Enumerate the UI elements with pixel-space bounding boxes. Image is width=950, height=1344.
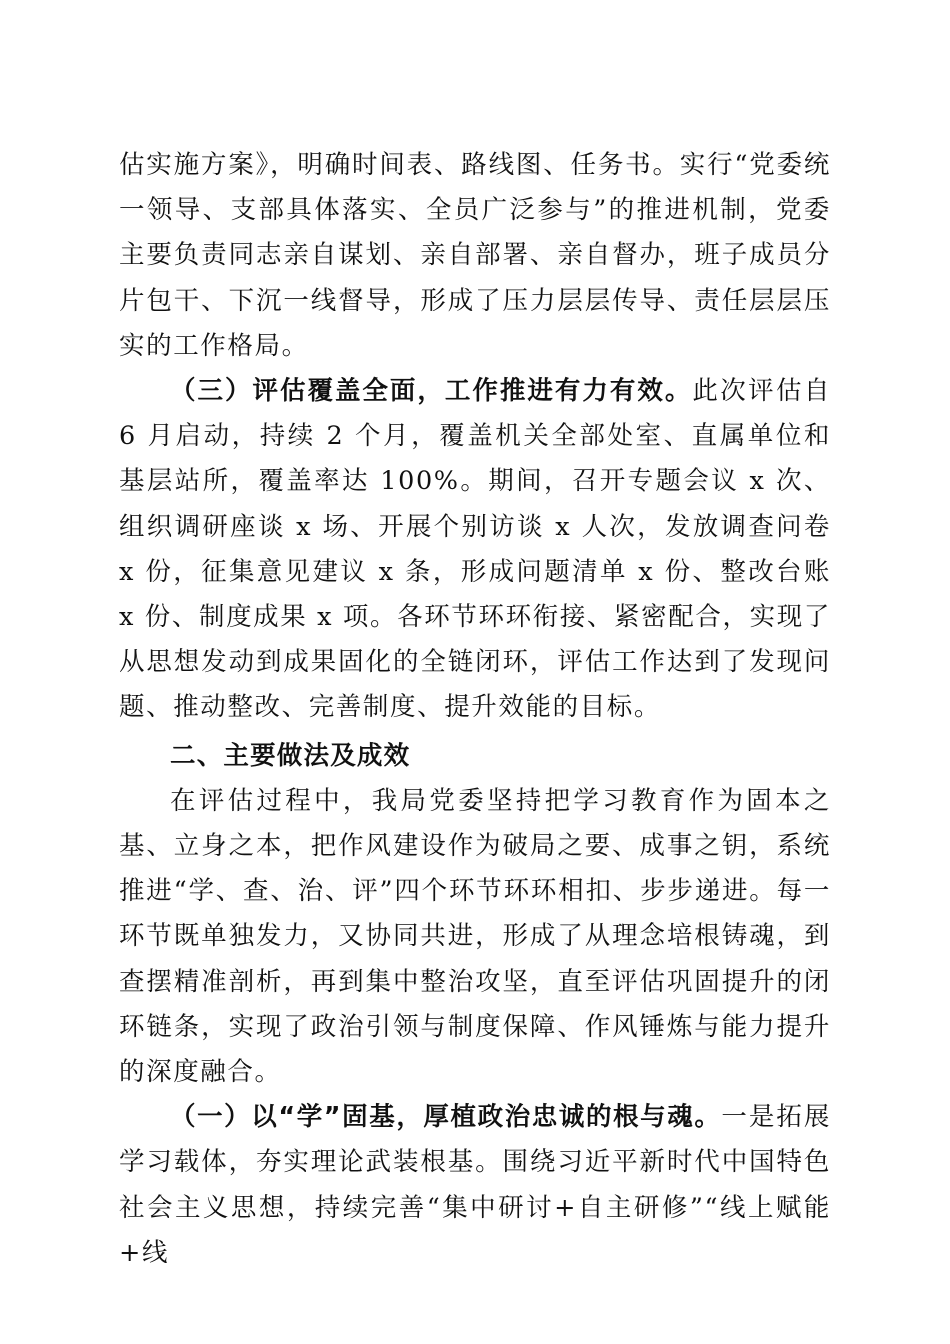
paragraph-evaluation-coverage [119, 369, 831, 731]
paragraph-text: 一是拓展学习载体，夯实理论武装根基。围绕习近平新时代中国特色社会主义思想，持续完善“集中研讨+自主研修”“线上赋能+线 [119, 1102, 831, 1268]
paragraph-text: 此次评估自 6 月启动，持续 2 个月，覆盖机关全部处室、直属单位和基层站所，覆盖率达 100%。期间，召开专题会议 x 次、组织调研座谈 x 场、开展个别访谈 x 人次，发放调查问卷 x 份，征集意见建议 x 条，形成问题清单 x 份、整改台账 x 份、制度成果 x 项。各环节环环衔接、紧密配合，实现了从思想发动到成果固化的全链闭环，评估工作达到了发现问题、推动整改、完善制度、提升效能的目标。 [119, 376, 831, 723]
paragraph-implementation-plan: 估实施方案》，明确时间表、路线图、任务书。实行“党委统一领导、支部具体落实、全员广泛参与”的推进机制，党委主要负责同志亲自谋划、亲自部署、亲自督办，班子成员分片包干、下沉一线督导，形成了压力层层传导、责任层层压实的工作格局。 [119, 150, 831, 361]
paragraph-evaluation-process: 在评估过程中，我局党委坚持把学习教育作为固本之基、立身之本，把作风建设作为破局之要、成事之钥，系统推进“学、查、治、评”四个环节环环相扣、步步递进。每一环节既单独发力，又协同共进，形成了从理念培根铸魂，到查摆精准剖析，再到集中整治攻坚，直至评估巩固提升的闭环链条，实现了政治引领与制度保障、作风锤炼与能力提升的深度融合。 [119, 785, 831, 1088]
section-lead-learning: （一）以“学”固基，厚植政治忠诚的根与魂。 [170, 1102, 722, 1133]
document-body [119, 143, 831, 1276]
paragraph-learning-foundation [119, 1095, 831, 1276]
section-lead-evaluation-coverage: （三）评估覆盖全面，工作推进有力有效。 [170, 376, 693, 407]
section-heading-main-practices: 二、主要做法及成效 [170, 740, 411, 771]
